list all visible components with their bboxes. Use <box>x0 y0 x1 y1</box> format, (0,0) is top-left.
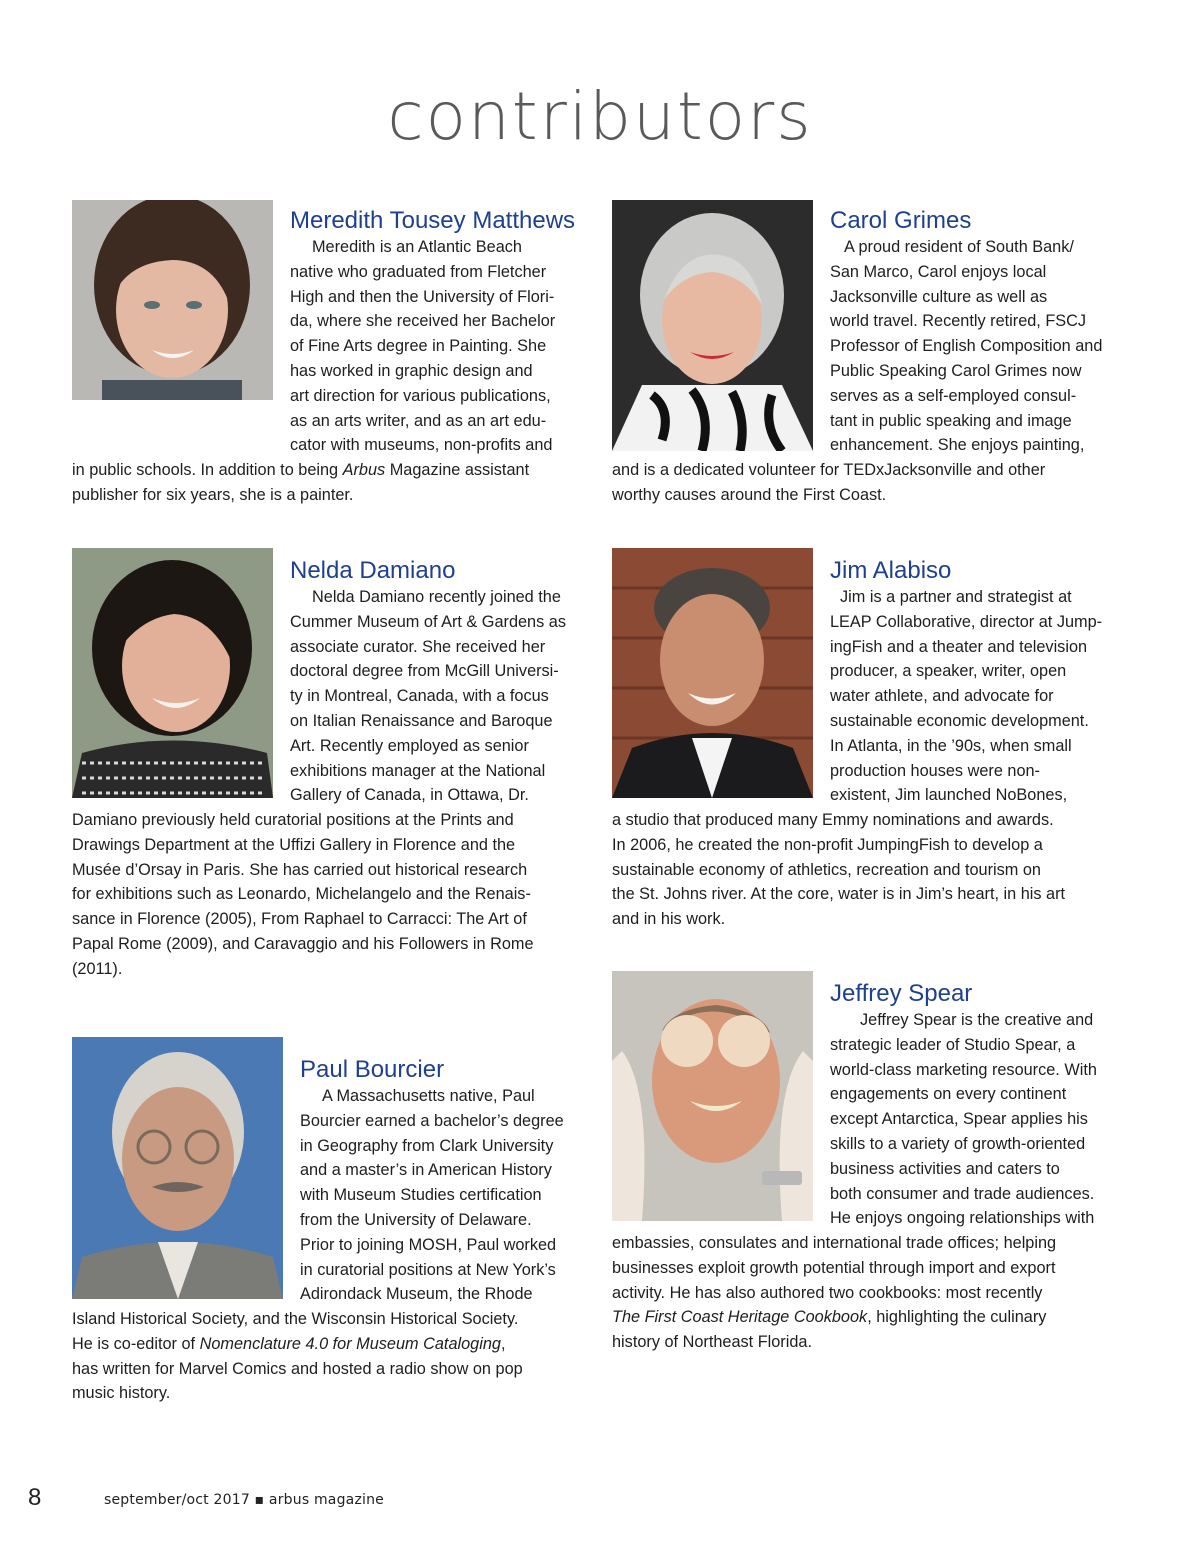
bio-line: Drawings Department at the Uffizi Gallery in Florence and the <box>72 835 516 854</box>
bio-line: cator with museums, non-profits and <box>290 436 553 455</box>
bio-line: da, where she received her Bachelor <box>290 312 556 331</box>
bio-line: of Fine Arts degree in Painting. She <box>290 337 547 356</box>
bio-line: art direction for various publications, <box>290 386 551 405</box>
contributor-photo-meredith <box>72 200 273 400</box>
bio-line: both consumer and trade audiences. <box>830 1184 1095 1203</box>
bio-line: business activities and caters to <box>830 1159 1060 1178</box>
bio-line: Adirondack Museum, the Rhode <box>300 1285 533 1304</box>
bio-line: Jacksonville culture as well as <box>830 287 1048 306</box>
contributor-name-nelda: Nelda Damiano <box>290 557 456 584</box>
bio-line: He is co-editor of Nomenclature 4.0 for Museum Cataloging, <box>72 1334 506 1353</box>
bio-line: Bourcier earned a bachelor’s degree <box>300 1111 564 1130</box>
bio-line: the St. Johns river. At the core, water is in Jim’s heart, in his art <box>612 885 1066 904</box>
contributor-photo-jim <box>612 548 813 798</box>
contributor-bio-meredith-wrap <box>72 458 529 508</box>
bio-line: Musée d’Orsay in Paris. She has carried out historical research <box>72 860 528 879</box>
bio-line: associate curator. She received her <box>290 637 546 656</box>
bio-line: native who graduated from Fletcher <box>290 262 547 281</box>
bio-line: (2011). <box>72 959 123 978</box>
bio-line: producer, a speaker, writer, open <box>830 662 1067 681</box>
bio-line: embassies, consulates and international trade offices; helping <box>612 1234 1057 1252</box>
bio-line: Professor of English Composition and <box>830 337 1103 356</box>
bio-line: engagements on every continent <box>830 1085 1067 1104</box>
contributor-bio-paul-wrap <box>72 1307 523 1406</box>
bio-line: a studio that produced many Emmy nominations and awards. <box>612 811 1054 829</box>
bio-line: exhibitions manager at the National <box>290 761 546 780</box>
bio-line: Prior to joining MOSH, Paul worked <box>300 1235 557 1254</box>
bio-line: and is a dedicated volunteer for TEDxJacksonville and other <box>612 461 1046 479</box>
bio-line: serves as a self-employed consul- <box>830 386 1077 405</box>
bio-line: tant in public speaking and image <box>830 411 1072 430</box>
bio-line: A proud resident of South Bank/ <box>844 238 1074 256</box>
bio-line: LEAP Collaborative, director at Jump- <box>830 612 1103 631</box>
bio-line: Cummer Museum of Art & Gardens as <box>290 612 566 631</box>
bio-line: Jim is a partner and strategist at <box>840 588 1072 606</box>
contributor-bio-meredith <box>290 235 555 458</box>
bio-line: High and then the University of Flori- <box>290 287 555 306</box>
page-title: contributors <box>387 78 813 155</box>
bio-line: and in his work. <box>612 910 726 929</box>
bio-line: world-class marketing resource. With <box>830 1060 1097 1079</box>
bio-line: for exhibitions such as Leonardo, Michelangelo and the Renais- <box>72 885 531 904</box>
bio-line: doctoral degree from McGill Universi- <box>290 662 559 681</box>
bio-line: worthy causes around the First Coast. <box>612 485 887 504</box>
bio-line: Jeffrey Spear is the creative and <box>860 1011 1094 1029</box>
bio-line: has written for Marvel Comics and hosted a radio show on pop <box>72 1359 523 1378</box>
bio-line: water athlete, and advocate for <box>830 687 1054 706</box>
contributor-bio-jim <box>830 585 1102 808</box>
bio-line: Public Speaking Carol Grimes now <box>830 361 1082 380</box>
bio-line: in Geography from Clark University <box>300 1136 554 1155</box>
bio-line: production houses were non- <box>830 761 1040 780</box>
bio-line: history of Northeast Florida. <box>612 1333 812 1352</box>
bio-line: Island Historical Society, and the Wisconsin Historical Society. <box>72 1310 519 1328</box>
footer-publication-line: september/oct 2017 ▪ arbus magazine <box>104 1492 384 1508</box>
bio-line: sustainable economic development. <box>830 711 1089 730</box>
bio-line: strategic leader of Studio Spear, a <box>830 1035 1076 1054</box>
contributor-bio-nelda <box>290 585 566 808</box>
bio-line: with Museum Studies certification <box>300 1186 542 1205</box>
bio-line: as an arts writer, and as an art edu- <box>290 411 547 430</box>
contributor-bio-jeffrey-wrap <box>612 1231 1056 1355</box>
contributor-bio-paul <box>300 1084 564 1307</box>
contributor-photo-carol <box>612 200 813 451</box>
contributor-bio-jeffrey <box>830 1008 1097 1231</box>
contributor-photo-nelda <box>72 548 273 798</box>
contributor-name-carol: Carol Grimes <box>830 207 972 234</box>
contributor-bio-carol <box>830 235 1102 458</box>
bio-line: in curatorial positions at New York’s <box>300 1260 556 1279</box>
page-number: 8 <box>28 1484 42 1511</box>
contributor-name-jeffrey: Jeffrey Spear <box>830 980 973 1007</box>
bio-line: San Marco, Carol enjoys local <box>830 262 1047 281</box>
bio-line: sance in Florence (2005), From Raphael to Carracci: The Art of <box>72 910 527 929</box>
bio-line: from the University of Delaware. <box>300 1210 532 1229</box>
contributor-name-meredith: Meredith Tousey Matthews <box>290 207 576 234</box>
bio-line: Art. Recently employed as senior <box>290 736 529 755</box>
book-title: The First Coast Heritage Cookbook <box>612 1308 868 1327</box>
contributor-bio-nelda-wrap <box>72 808 534 982</box>
contributor-photo-jeffrey <box>612 971 813 1221</box>
bio-line: and a master’s in American History <box>300 1161 552 1180</box>
bio-line: In Atlanta, in the ’90s, when small <box>830 736 1072 755</box>
bio-line: publisher for six years, she is a painter. <box>72 485 354 504</box>
bio-line: The First Coast Heritage Cookbook, highlighting the culinary <box>612 1308 1047 1327</box>
contributor-bio-carol-wrap <box>612 458 1045 508</box>
bio-line: except Antarctica, Spear applies his <box>830 1110 1088 1129</box>
contributor-bio-jim-wrap <box>612 808 1065 932</box>
bio-line: ty in Montreal, Canada, with a focus <box>290 687 549 706</box>
bio-line: music history. <box>72 1384 171 1403</box>
contributor-name-jim: Jim Alabiso <box>830 557 952 584</box>
bio-line: In 2006, he created the non-profit JumpingFish to develop a <box>612 835 1043 854</box>
contributor-photo-paul <box>72 1037 283 1299</box>
bio-line: activity. He has also authored two cookbooks: most recently <box>612 1283 1043 1302</box>
bio-line: Meredith is an Atlantic Beach <box>312 238 522 256</box>
bio-line: A Massachusetts native, Paul <box>322 1087 535 1105</box>
bio-line: He enjoys ongoing relationships with <box>830 1209 1095 1228</box>
bio-line: ingFish and a theater and television <box>830 637 1088 656</box>
bio-line: in public schools. In addition to being Arbus Magazine assistant <box>72 461 530 479</box>
bio-line: skills to a variety of growth-oriented <box>830 1134 1086 1153</box>
bio-line: businesses exploit growth potential through import and export <box>612 1258 1056 1277</box>
bio-line: Damiano previously held curatorial positions at the Prints and <box>72 811 514 829</box>
bio-line: Gallery of Canada, in Ottawa, Dr. <box>290 786 529 805</box>
bio-line: has worked in graphic design and <box>290 361 533 380</box>
publication-title: Arbus <box>342 461 386 479</box>
bio-line: sustainable economy of athletics, recreation and tourism on <box>612 860 1041 879</box>
bio-line: enhancement. She enjoys painting, <box>830 436 1085 455</box>
bio-line: existent, Jim launched NoBones, <box>830 786 1068 805</box>
contributor-name-paul: Paul Bourcier <box>300 1056 445 1083</box>
book-title: Nomenclature 4.0 for Museum Cataloging <box>199 1334 501 1353</box>
bio-line: on Italian Renaissance and Baroque <box>290 711 553 730</box>
bio-line: world travel. Recently retired, FSCJ <box>830 312 1087 331</box>
bio-line: Papal Rome (2009), and Caravaggio and his Followers in Rome <box>72 934 534 953</box>
bio-line: Nelda Damiano recently joined the <box>312 588 561 606</box>
